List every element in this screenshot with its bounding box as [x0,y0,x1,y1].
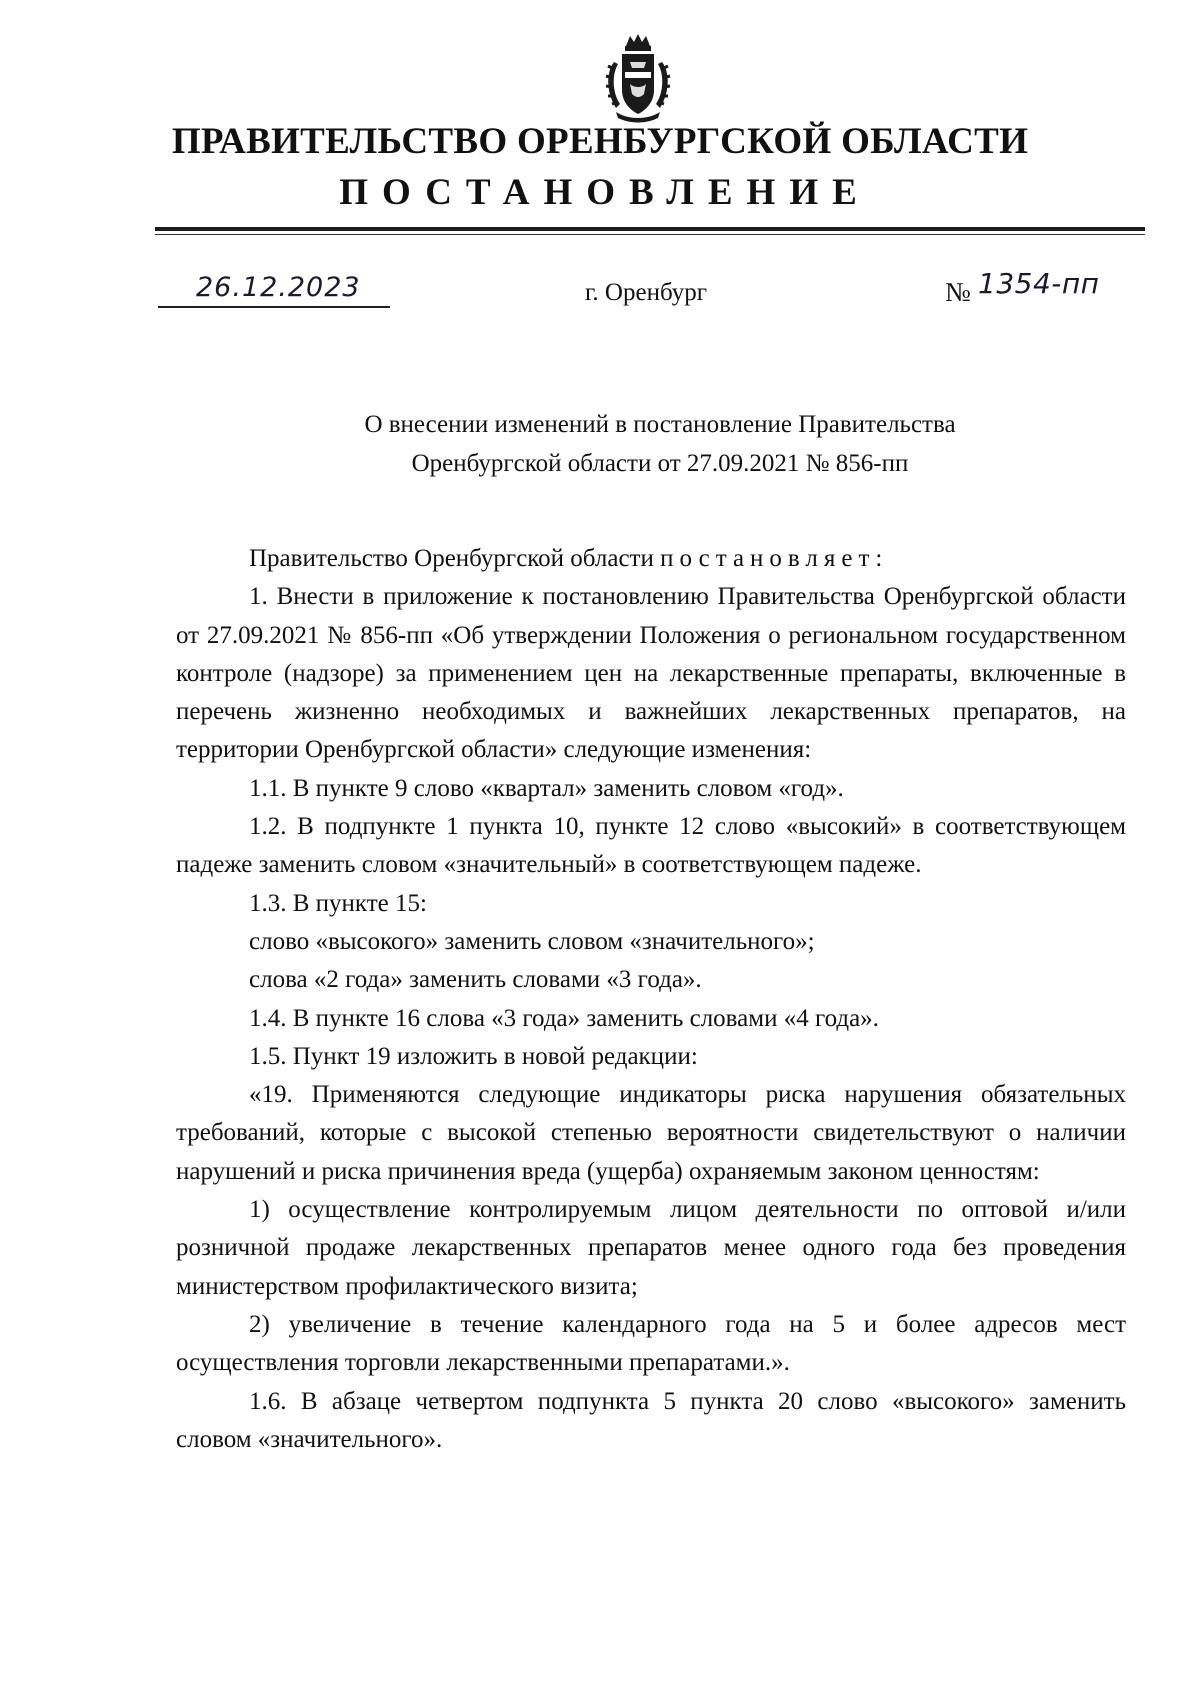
document-subject [200,405,1120,483]
document-type-title: ПОСТАНОВЛЕНИЕ [339,172,871,213]
oblast-coat-of-arms-icon [600,32,676,124]
paragraph-19-2: 2) увеличение в течение календарного года на 5 и более адресов мест осуществления торговли лекарственными препаратами.». [176,1310,1126,1377]
paragraph-1-6: 1.6. В абзаце четвертом подпункта 5 пункта 20 слово «высокого» заменить словом «значительного». [176,1387,1126,1453]
intro-verb: постановляет: [660,545,889,572]
paragraph-1-5: 1.5. Пункт 19 изложить в новой редакции: [249,1042,698,1070]
document-date: 26.12.2023 [196,272,361,303]
header-rule-thick [155,227,1145,231]
paragraph-1-3: 1.3. В пункте 15: [249,889,427,917]
intro-paragraph [176,540,1126,578]
paragraph-19: «19. Применяются следующие индикаторы риска нарушения обязательных требований, которые с высокой степенью вероятности свидетельствуют о наличии нарушений и риска причинения вреда (ущерба) охраняемым законом ценностям: [176,1081,1126,1185]
subject-line-1: О внесении изменений в постановление Правительства [364,411,956,438]
paragraph-1-3-a: слово «высокого» заменить словом «значительного»; [249,927,815,955]
header-rule-thin [155,234,1145,235]
paragraph-1-3-b: слова «2 года» заменить словами «3 года». [249,966,702,994]
subject-line-2: Оренбургской области от 27.09.2021 № 856-пп [411,450,909,477]
paragraph-1-2: 1.2. В подпункте 1 пункта 10, пункте 12 слово «высокий» в соответствующем падеже заменить словом «значительный» в соответствующем падеже. [176,813,1126,879]
number-prefix: № [945,277,971,307]
paragraph-1-4: 1.4. В пункте 16 слова «3 года» заменить словами «4 года». [249,1004,879,1032]
intro-lead: Правительство Оренбургской области [249,545,654,572]
date-underline [158,306,390,308]
document-body [176,540,1126,1459]
document-number: 1354-пп [978,267,1100,300]
paragraph-1-1: 1.1. В пункте 9 слово «квартал» заменить словом «год». [249,774,844,802]
paragraph-19-1: 1) осуществление контролируемым лицом деятельности по оптовой и/или розничной продаже лекарственных препаратов менее одного года без проведения министерством профилактического визита; [176,1196,1126,1300]
org-title: ПРАВИТЕЛЬСТВО ОРЕНБУРГСКОЙ ОБЛАСТИ [171,121,1029,162]
document-city: г. Оренбург [585,279,707,306]
paragraph-1: 1. Внести в приложение к постановлению Правительства Оренбургской области от 27.09.2021 № 856-пп «Об утверждении Положения о региональном государственном контроле (надзоре) за применением цен на лекарственные препараты, включенные в перечень жизненно необходимых и важнейших лекарственных препаратов, на территории Оренбургской области» следующие изменения: [176,583,1126,764]
